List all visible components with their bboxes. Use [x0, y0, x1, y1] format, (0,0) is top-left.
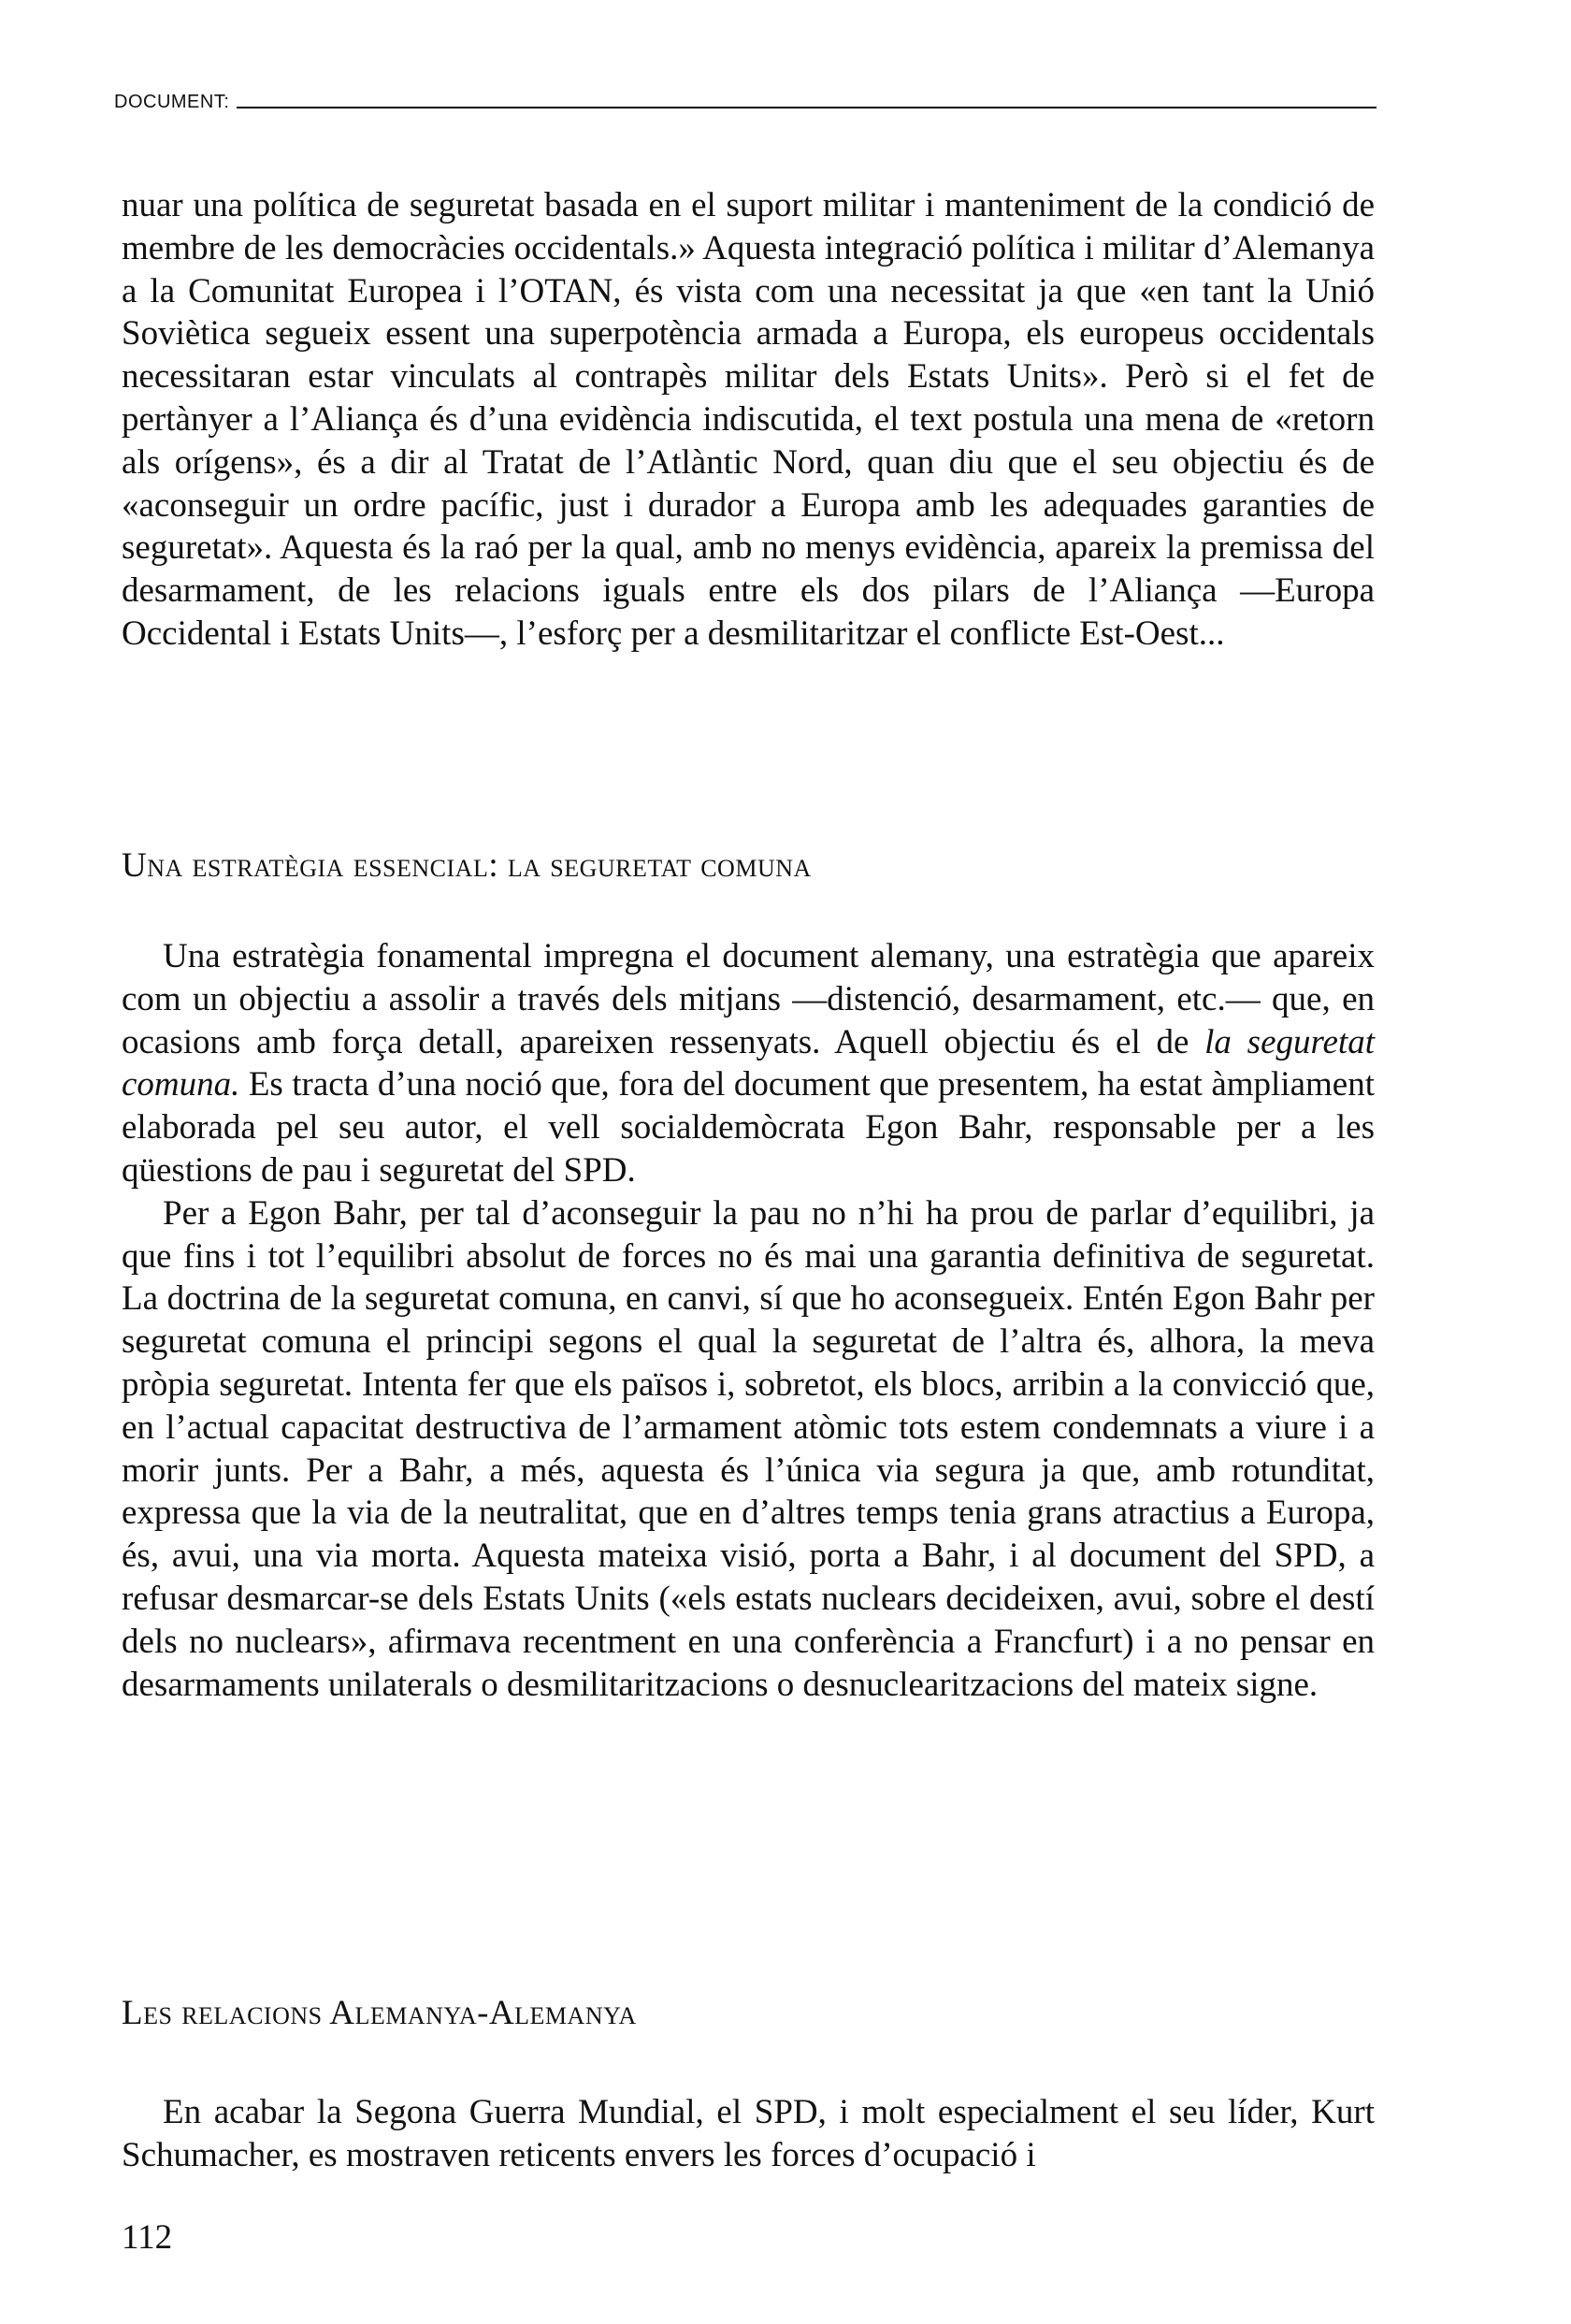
- paragraph-text: Es tracta d’una noció que, fora del document que presentem, ha estat àmpliament elaborada pel seu autor, el vell socialdemòcrata Egon Bahr, responsable per a les qüestions de pau i seguretat del SPD.: [122, 1065, 1375, 1190]
- page-number: 112: [122, 2218, 173, 2257]
- paragraph: Per a Egon Bahr, per tal d’aconseguir la pau no n’hi ha prou de parlar d’equilibri, ja que fins i tot l’equilibri absolut de forces no és mai una garantia definitiva de seguretat. La doctrina de la seguretat comuna, en canvi, sí que ho aconsegueix. Entén Egon Bahr per seguretat comuna el principi segons el qual la seguretat de l’altra és, alhora, la meva pròpia seguretat. Intenta fer que els països i, sobretot, els blocs, arribin a la convicció que, en l’actual capacitat destructiva de l’armament atòmic tots estem condemnats a viure i a morir junts. Per a Bahr, a més, aquesta és l’única via segura ja que, amb rotunditat, expressa que la via de la neutralitat, que en d’altres temps tenia grans atractius a Europa, és, avui, una via morta. Aquesta mateixa visió, porta a Bahr, i al document del SPD, a refusar desmarcar-se dels Estats Units («els estats nuclears decideixen, avui, sobre el destí dels no nuclears», afirmava recentment en una conferència a Francfurt) i a no pensar en desarmaments unilaterals o desmilitaritzacions o desnuclearitzacions del mateix signe.: [122, 1193, 1375, 1704]
- section-heading: Les relacions Alemanya-Alemanya: [122, 1994, 637, 2032]
- body-text-block: [122, 184, 1375, 656]
- running-header: [114, 87, 1376, 111]
- header-rule: [237, 107, 1376, 108]
- section-body: [122, 2091, 1375, 2177]
- section-body: [122, 935, 1375, 1706]
- emphasis-text: la seguretat comuna.: [122, 1022, 1375, 1104]
- paragraph: En acabar la Segona Guerra Mundial, el SPD, i molt especialment el seu líder, Kurt Schumacher, es mostraven reticents envers les forces d’ocupació i: [122, 2093, 1375, 2174]
- paragraph: [122, 935, 1375, 1192]
- running-header-label: DOCUMENT:: [114, 92, 230, 112]
- paragraph-continued: nuar una política de seguretat basada en el suport militar i manteniment de la condició de membre de les democràcies occidentals.» Aquesta integració política i militar d’Alemanya a la Comunitat Europea i l’OTAN, és vista com una necessitat ja que «en tant la Unió Soviètica segueix essent una superpotència armada a Europa, els europeus occidentals necessitaran estar vinculats al contrapès militar dels Estats Units». Però si el fet de pertànyer a l’Aliança és d’una evidència indiscutida, el text postula una mena de «retorn als orígens», és a dir al Tratat de l’Atlàntic Nord, quan diu que el seu objectiu és de «aconseguir un ordre pacífic, just i durador a Europa amb les adequades garanties de seguretat». Aquesta és la raó per la qual, amb no menys evidència, apareix la premissa del desarmament, de les relacions iguals entre els dos pilars de l’Aliança —Europa Occidental i Estats Units—, l’esforç per a desmilitaritzar el conflicte Est-Oest...: [122, 186, 1375, 653]
- paragraph-text: Una estratègia fonamental impregna el document alemany, una estratègia que apareix com un objectiu a assolir a través dels mitjans —distenció, desarmament, etc.— que, en ocasions amb força detall, apareixen ressenyats. Aquell objectiu és el de: [122, 937, 1375, 1061]
- section-heading: Una estratègia essencial: la seguretat comuna: [122, 846, 812, 885]
